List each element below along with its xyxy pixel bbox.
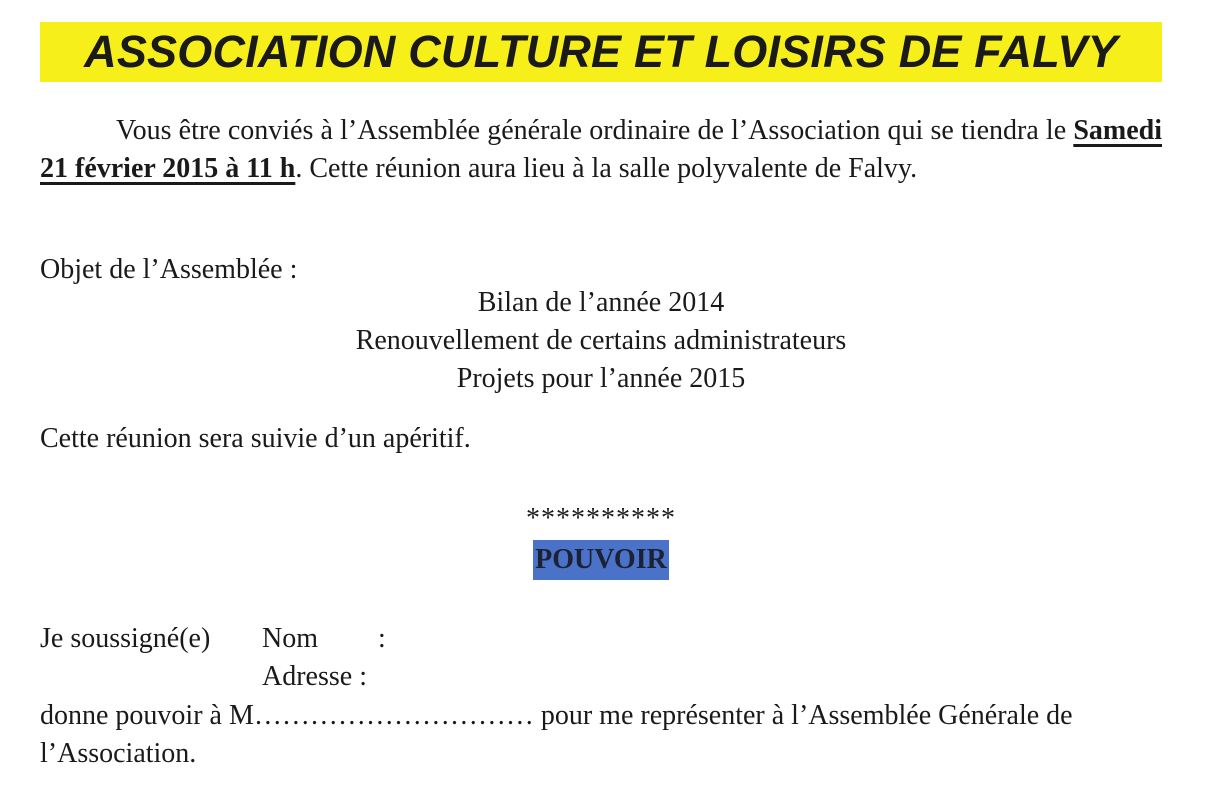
invitation-text-start: Vous être conviés à l’Assemblée générale ordinaire de l’Association qui se tiendra le (116, 115, 1074, 146)
agenda-item: Renouvellement de certains administrateurs (355, 325, 847, 356)
agenda-list (40, 284, 1162, 398)
proxy-heading-wrap (40, 540, 1162, 580)
name-colon: : (378, 623, 386, 654)
address-label: Adresse : (262, 661, 367, 692)
agenda-label: Objet de l’Assemblée : (40, 254, 298, 285)
undersigned-label: Je soussigné(e) (40, 623, 211, 654)
name-label: Nom (262, 623, 318, 654)
closing-note: Cette réunion sera suivie d’un apéritif. (40, 423, 471, 454)
proxy-heading: POUVOIR (533, 540, 669, 580)
invitation-text-end: . Cette réunion aura lieu à la salle polyvalente de Falvy. (295, 153, 918, 184)
asterisk-separator: ********** (526, 503, 676, 534)
association-title: ASSOCIATION CULTURE ET LOISIRS DE FALVY (40, 22, 1162, 82)
invitation-paragraph (40, 112, 1162, 188)
agenda-item: Projets pour l’année 2015 (456, 363, 746, 394)
agenda-item: Bilan de l’année 2014 (477, 287, 725, 318)
give-power-statement: donne pouvoir à M………………………… pour me représenter à l’Assemblée Générale de l’Association. (40, 700, 1073, 769)
meeting-date: Samedi 21 février 2015 à 11 h (40, 115, 1162, 184)
